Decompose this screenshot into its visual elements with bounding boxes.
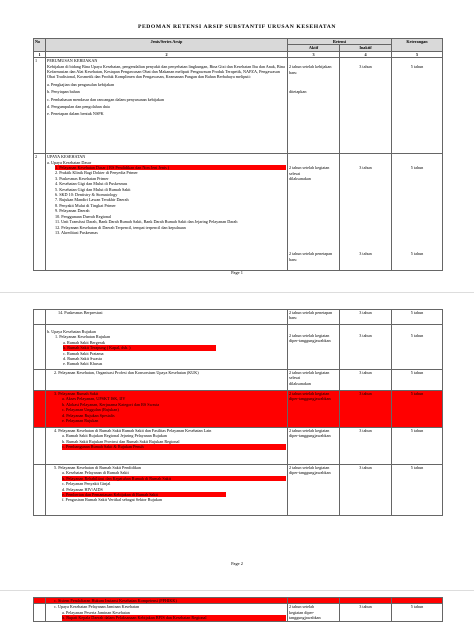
retention-keterangan: 5 tahun — [410, 165, 424, 171]
document-page-3 — [0, 591, 474, 632]
retention-inaktif: 3 tahun — [340, 325, 392, 370]
retention-keterangan: 5 tahun — [392, 325, 443, 370]
list-item: e. Rumah Sakit Khusus — [63, 361, 103, 367]
retention-keterangan: 5 tahun — [392, 428, 443, 465]
retention-aktif: 2 tahun setelah kegiatan diper-tanggungjawabkan — [288, 391, 340, 428]
list-item: f. Pengusiran Rumah Sakit Vertikal sebagai Sektor Rujukan — [62, 497, 162, 503]
list-item: c. Pelayanan Penyakit Ginjal — [62, 481, 111, 487]
list-item: e. Pelayanan Rujukan — [62, 418, 99, 424]
column-number-row: 1 2 3 4 5 — [34, 51, 443, 57]
list-item: 3. Puskesmas Kesehatan Primer — [55, 175, 109, 181]
list-item-highlighted: c. Pembangunan Rumah Sakit & Rujukan Penuh — [62, 444, 286, 449]
table-row — [34, 310, 443, 325]
retention-keterangan: 5 tahun — [392, 58, 443, 154]
list-item-highlighted: e. Pemberian dan Pemantauan Kebijakan di Rumah Sakit — [62, 492, 226, 497]
list-item: e. Penetapan dalam bentuk NSPK — [47, 111, 104, 117]
subsection-label: b. Upaya Kesehatan Rujukan — [47, 329, 96, 334]
list-item: c. Rumah Sakit Pratama — [63, 350, 104, 356]
header-jenis: Jenis/Series Arsip — [46, 39, 288, 52]
row-number: 1 — [34, 58, 46, 154]
list-item: d. Rumah Sakit Swasta — [63, 356, 102, 362]
section-description: Kebijakan di bidang Bina Upaya Kesehatan, pengendalian penyakit dan penyehatan lingkungan, Bina Gizi dan Kesehatan Ibu dan Anak, Bina Kefarmasian dan Alat Kesehatan, Kesiapan Pengawasan Obat dan Makanan meliputi Pengawasan Produk Terapetik, NAPZA, Pengawasan Obat Tradisional, Kosmetik dan Produk Komplimen dan Pengawasan, Keamanan Pangan dan Bahan Berbahaya meliputi: — [47, 63, 285, 80]
retention-inaktif: 3 tahun — [340, 370, 392, 391]
section-title: PERUMUSAN KEBIJAKAN — [47, 58, 98, 64]
list-item: 5. Kesehatan Gigi dan Mulut di Rumah Sakit — [55, 186, 131, 192]
retention-aktif: 2 tahun setelah kebijakan baru — [289, 64, 332, 75]
subsection-label: c. Upaya Kesehatan Pelayanan Jaminan Kesehatan — [54, 604, 140, 610]
list-item: a. Pengkajian dan pengusulan kebijakan — [47, 81, 115, 87]
retention-inaktif: 3 tahun — [340, 604, 392, 621]
list-item: 4. Kesehatan Gigi dan Mulut di Puskesmas — [55, 181, 128, 187]
list-item: c. Pelayanan Unggulan (Rujukan) — [62, 407, 119, 413]
row-number: 2 — [34, 154, 46, 271]
list-item: d. Pelayanan Rujukan Spesialis — [62, 412, 115, 418]
subsection-label: a. Upaya Kesehatan Dasar — [47, 159, 92, 165]
section-title: UPAYA KESEHATAN — [47, 154, 86, 160]
retention-keterangan: 5 tahun — [392, 310, 443, 325]
header-aktif: Aktif — [288, 45, 340, 51]
list-item: 10. Penggunaan Daerah Regional — [55, 213, 112, 219]
list-item: 8. Penyakit Mulut di Tingkat Primer — [55, 202, 116, 208]
header-no: No — [34, 39, 46, 52]
list-item: 4. Pelayanan Kesehatan di Rumah Sakit Rumah Sakit dan Fasilitas Pelayanan Kesehatan Lain — [54, 428, 212, 433]
retention-aktif: 2 tahun setelah — [289, 604, 315, 610]
document-page-1 — [0, 0, 474, 280]
retention-inaktif: 3 tahun — [340, 391, 392, 428]
retention-aktif: 2 tahun setelah kegiatan selesai — [289, 370, 330, 381]
list-item: 5. Pelayanan Kesehatan di Rumah Sakit Pendidikan — [54, 465, 141, 470]
list-item: 9. Pelayanan Daerah — [55, 208, 90, 214]
list-item: d. Pengumpulan dan pengolahan data — [47, 104, 110, 110]
list-item: 6. SKD 10: Dentistry & Stomatology — [55, 192, 118, 198]
list-item: b. Alokasi Pelayanan, Kerjasama Kategori dan RS Swasta — [62, 401, 160, 407]
subsection-label: 3. Pelayanan Rumah Sakit — [54, 391, 99, 396]
list-item: b. Rumah Sakit Rujukan Provinsi dan Rumah Sakit Rujukan Regional — [62, 438, 180, 444]
page-number: Page 1 — [231, 270, 243, 275]
page-number: Page 2 — [231, 561, 243, 566]
list-item: 11. Unit Transfusi Darah, Bank Darah Rumah Sakit, Bank Darah Rumah Sakit dan Jejaring Pelayanan Darah — [55, 219, 238, 225]
document-title: PEDOMAN RETENSI ARSIP SUBSTANTIF URUSAN KESEHATAN — [137, 24, 337, 30]
retention-aktif: 2 tahun setelah penetapan baru — [288, 310, 340, 325]
table-row — [34, 465, 443, 516]
retention-aktif: 2 tahun setelah kegiatan selesai — [289, 165, 330, 176]
list-item-highlighted: b. Bupati Kepala Daerah dalam Pelaksanaan Kebijakan BPJS dan Kesehatan Regional — [62, 615, 286, 620]
list-item: a. Rumah Sakit Bergerak — [63, 339, 106, 345]
list-item: b. Penyiapan bahan — [47, 89, 80, 95]
list-item: 2. Praktik Klinik Bagi Dokter di Penyedia Primer — [55, 170, 138, 176]
retention-keterangan: 5 tahun — [392, 391, 443, 428]
list-item: c. Pembahasan mendasar dan rancangan dalam penyusunan kebijakan — [47, 96, 164, 102]
list-item: 13. Akreditasi Puskesmas — [55, 229, 98, 235]
retention-inaktif: 3 tahun — [340, 428, 392, 465]
header-keterangan: Keterangan — [392, 39, 443, 52]
list-item: a. Kesehatan Pelayanan di Rumah Sakit — [62, 470, 129, 476]
retention-inaktif: 3 tahun — [340, 58, 392, 154]
retention-keterangan: 5 tahun — [392, 465, 443, 516]
header-inaktif: Inaktif — [340, 45, 392, 51]
retention-table-page-3 — [33, 597, 443, 622]
table-row — [34, 428, 443, 465]
retention-aktif: 2 tahun setelah kegiatan diper-tanggungjawabkan — [288, 325, 340, 370]
retention-keterangan: 5 tahun — [392, 370, 443, 391]
list-item-highlighted: b. Pelayanan Rehabilitasi dan Kepatuhan Rumah di Rumah Sakit — [62, 476, 286, 481]
table-row: 2. Pelayanan Kesehatan, Organisasi Profesi dan Konsorsium Upaya Kesehatan (KUK) 2 tahun setelah kegiatan selesai dilaksanakan 3 tahun 5 tahun — [34, 370, 443, 391]
list-item: a. Akses Pelayanan, UPSKT ISK, IJV — [62, 396, 126, 402]
subsection-label: 1. Pelayanan Kesehatan Rujukan — [55, 334, 111, 340]
table-row-highlighted — [34, 391, 443, 428]
retention-aktif: 2 tahun setelah kegiatan diper-tanggungjawabkan — [288, 428, 340, 465]
retention-inaktif: 3 tahun — [359, 165, 372, 171]
retention-inaktif: 3 tahun — [340, 465, 392, 516]
table-row: 2 UPAYA KESEHATAN a. Upaya Kesehatan Dasar 1. Pelayanan Kesehatan Dasar ( RS Pendidikan dan Non Jeni Jenis ) 2. Praktik Klinik Bagi Dokter di Penyedia Primer 3. Puskesmas Kesehatan Primer 4. Kesehatan Gigi dan Mulut di Puskesmas 5. Kesehatan Gigi dan Mulut di Rumah Sakit 6. SKD 10: Dentistry & Stomatology 7. Rujukan Mandiri Lawan Terakhir Daerah 8. Penyakit Mulut di Tingkat Primer 9. Pelayanan Daerah 10. Penggunaan Daerah Regional 11. Unit Transfusi Darah, Bank Darah Rumah Sakit, Bank Darah Rumah Sakit dan Jejaring Pelayanan Darah 12. Pelayanan Kesehatan di Daerah Terpencil, tempat terpencil dan kepulauan 13. Akreditasi Puskesmas 2 tahun setelah kegiatan selesai dilaksanakan 2 tahun setelah penetapan baru 3 tahun 3 tahun 5 tahun 5 tahun — [34, 154, 443, 271]
retention-table-page-2 — [33, 309, 443, 516]
list-item-highlighted: b. Rumah Sakit Terapung ( Kapal, dsb. ) — [63, 345, 216, 350]
document-page-2 — [0, 293, 474, 593]
retention-aktif: 2 tahun setelah kegiatan diper-tanggungjawabkan — [288, 465, 340, 516]
retention-inaktif: 3 tahun — [340, 310, 392, 325]
list-item: a. Pelayanan Peserta Jaminan Kesehatan — [62, 609, 130, 615]
list-item: a. Rumah Sakit Rujukan Regional Jejaring Pelayanan Rujukan — [62, 433, 167, 439]
list-item: 7. Rujukan Mandiri Lawan Terakhir Daerah — [55, 197, 129, 203]
table-row: c. Upaya Kesehatan Pelayanan Jaminan Kesehatan a. Pelayanan Peserta Jaminan Kesehatan b. Bupati Kepala Daerah dalam Pelaksanaan Kebijakan BPJS dan Kesehatan Regional 2 tahun setelah kegiatan diper-tanggungjawabkan 3 tahun 5 tahun — [34, 604, 443, 621]
table-row — [34, 325, 443, 370]
list-item: 2. Pelayanan Kesehatan, Organisasi Profesi dan Konsorsium Upaya Kesehatan (KUK) — [54, 370, 199, 375]
list-item: 12. Pelayanan Kesehatan di Daerah Terpencil, tempat terpencil dan kepulauan — [55, 224, 186, 230]
list-item: 14. Puskesmas Berprestasi — [58, 310, 103, 315]
retention-keterangan: 5 tahun — [392, 604, 443, 621]
header-retensi: Retensi — [288, 39, 392, 45]
subsection-label: c. Sistem Pendaftaran Hukum Instansi Kesehatan Kompetensi (PPHIKK) — [54, 598, 177, 603]
list-item: d. Pelayanan HIV/AIDS — [62, 486, 103, 492]
table-row: 1 PERUMUSAN KEBIJAKAN Kebijakan di bidang Bina Upaya Kesehatan, pengendalian penyakit dan penyehatan lingkungan, Bina Gizi dan Kesehatan Ibu dan Anak, Bina Kefarmasian dan Alat Kesehatan, Kesiapan Pengawasan Obat dan Makanan meliputi Pengawasan Produk Terapetik, NAPZA, Pengawasan Obat Tradisional, Kosmetik dan Produk Komplimen dan Pengawasan, Keamanan Pangan dan Bahan Berbahaya meliputi: a. Pengkajian dan pengusulan kebijakan b. Penyiapan bahan c. Pembahasan mendasar dan rancangan dalam penyusunan kebijakan d. Pengumpulan dan pengolahan data e. Penetapan dalam bentuk NSPK 2 tahun setelah kebijakan baru ditetapkan 3 tahun 5 tahun — [34, 58, 443, 154]
retention-table-page-1 — [33, 38, 443, 271]
list-item-highlighted: 1. Pelayanan Kesehatan Dasar ( RS Pendidikan dan Non Jeni Jenis ) — [55, 165, 286, 170]
